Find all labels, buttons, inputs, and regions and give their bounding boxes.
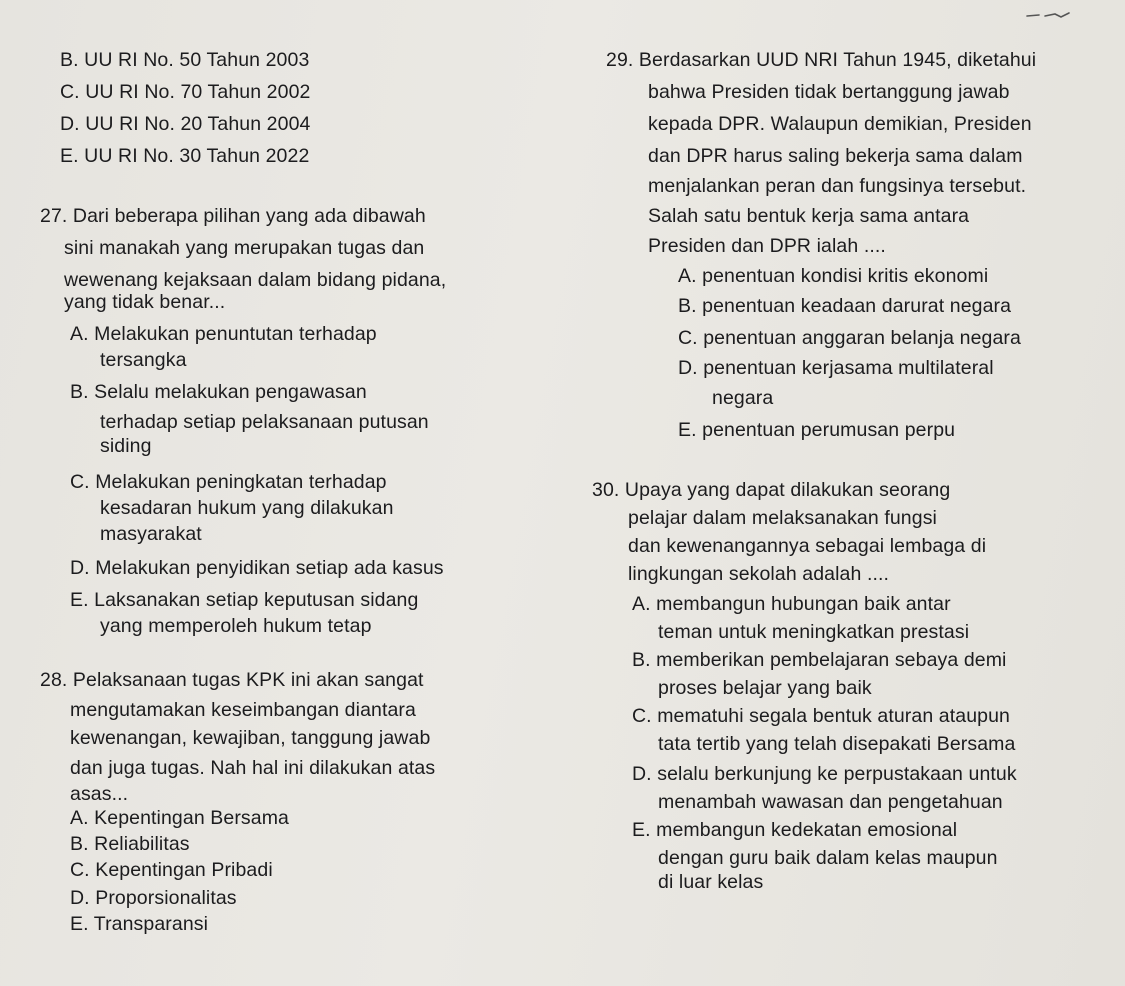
q30-option-e-cont: dengan guru baik dalam kelas maupun bbox=[658, 847, 998, 869]
q30-option-e-cont: di luar kelas bbox=[658, 871, 764, 893]
q28-stem-line: mengutamakan keseimbangan diantara bbox=[70, 699, 416, 721]
q29-option-a[interactable]: A. penentuan kondisi kritis ekonomi bbox=[678, 265, 989, 287]
q27-option-b-cont: siding bbox=[100, 435, 152, 457]
q29-option-d[interactable]: D. penentuan kerjasama multilateral bbox=[678, 357, 994, 379]
q27-option-e[interactable]: E. Laksanakan setiap keputusan sidang bbox=[70, 589, 419, 611]
q29-stem-line: dan DPR harus saling bekerja sama dalam bbox=[648, 145, 1023, 167]
q29-stem-line: Salah satu bentuk kerja sama antara bbox=[648, 205, 970, 227]
q30-option-c-cont: tata tertib yang telah disepakati Bersama bbox=[658, 733, 1016, 755]
q27-stem-line: wewenang kejaksaan dalam bidang pidana, bbox=[64, 269, 447, 291]
q30-option-a[interactable]: A. membangun hubungan baik antar bbox=[632, 593, 951, 615]
q30-option-e[interactable]: E. membangun kedekatan emosional bbox=[632, 819, 958, 841]
q29-stem-line: Presiden dan DPR ialah .... bbox=[648, 235, 886, 257]
q30-option-b-cont: proses belajar yang baik bbox=[658, 677, 872, 699]
q30-option-a-cont: teman untuk meningkatkan prestasi bbox=[658, 621, 970, 643]
q27-stem-line: yang tidak benar... bbox=[64, 291, 226, 313]
q29-option-b[interactable]: B. penentuan keadaan darurat negara bbox=[678, 295, 1012, 317]
q28-stem-line: dan juga tugas. Nah hal ini dilakukan atas bbox=[70, 757, 436, 779]
q28-stem-line: kewenangan, kewajiban, tanggung jawab bbox=[70, 727, 431, 749]
q27-option-c-cont: masyarakat bbox=[100, 523, 202, 545]
q27-option-c[interactable]: C. Melakukan peningkatan terhadap bbox=[70, 471, 387, 493]
q28-option-a[interactable]: A. Kepentingan Bersama bbox=[70, 807, 290, 829]
q26-option-b[interactable]: B. UU RI No. 50 Tahun 2003 bbox=[60, 49, 310, 71]
q30-option-c[interactable]: C. mematuhi segala bentuk aturan ataupun bbox=[632, 705, 1010, 727]
q30-option-b[interactable]: B. memberikan pembelajaran sebaya demi bbox=[632, 649, 1007, 671]
q28-option-e[interactable]: E. Transparansi bbox=[70, 913, 209, 935]
q29-stem-line: kepada DPR. Walaupun demikian, Presiden bbox=[648, 113, 1032, 135]
q29-stem-line: menjalankan peran dan fungsinya tersebut. bbox=[648, 175, 1027, 197]
q29-option-e[interactable]: E. penentuan perumusan perpu bbox=[678, 419, 956, 441]
q27-option-b-cont: terhadap setiap pelaksanaan putusan bbox=[100, 411, 429, 433]
q26-option-c[interactable]: C. UU RI No. 70 Tahun 2002 bbox=[60, 81, 311, 103]
q29-option-c[interactable]: C. penentuan anggaran belanja negara bbox=[678, 327, 1021, 349]
q30-option-d-cont: menambah wawasan dan pengetahuan bbox=[658, 791, 1003, 813]
q26-option-d[interactable]: D. UU RI No. 20 Tahun 2004 bbox=[60, 113, 311, 135]
q27-option-a-cont: tersangka bbox=[100, 349, 187, 371]
q27-option-d[interactable]: D. Melakukan penyidikan setiap ada kasus bbox=[70, 557, 444, 579]
q27-option-e-cont: yang memperoleh hukum tetap bbox=[100, 615, 372, 637]
q27-option-c-cont: kesadaran hukum yang dilakukan bbox=[100, 497, 394, 519]
q27-option-b[interactable]: B. Selalu melakukan pengawasan bbox=[70, 381, 367, 403]
q28-option-d[interactable]: D. Proporsionalitas bbox=[70, 887, 237, 909]
q30-stem-line: dan kewenangannya sebagai lembaga di bbox=[628, 535, 987, 557]
q30-stem-line: lingkungan sekolah adalah .... bbox=[628, 563, 890, 585]
pen-mark-decoration bbox=[1025, 8, 1073, 22]
q27-stem-line: 27. Dari beberapa pilihan yang ada dibawah bbox=[40, 205, 426, 227]
q30-stem-line: pelajar dalam melaksanakan fungsi bbox=[628, 507, 937, 529]
q26-option-e[interactable]: E. UU RI No. 30 Tahun 2022 bbox=[60, 145, 310, 167]
q28-stem-line: asas... bbox=[70, 783, 129, 805]
q28-option-b[interactable]: B. Reliabilitas bbox=[70, 833, 190, 855]
q29-option-d-cont: negara bbox=[712, 387, 774, 409]
q30-option-d[interactable]: D. selalu berkunjung ke perpustakaan untuk bbox=[632, 763, 1017, 785]
q29-stem-line: 29. Berdasarkan UUD NRI Tahun 1945, diketahui bbox=[606, 49, 1037, 71]
q27-stem-line: sini manakah yang merupakan tugas dan bbox=[64, 237, 425, 259]
q29-stem-line: bahwa Presiden tidak bertanggung jawab bbox=[648, 81, 1010, 103]
q27-option-a[interactable]: A. Melakukan penuntutan terhadap bbox=[70, 323, 377, 345]
q30-stem-line: 30. Upaya yang dapat dilakukan seorang bbox=[592, 479, 951, 501]
q28-option-c[interactable]: C. Kepentingan Pribadi bbox=[70, 859, 273, 881]
q28-stem-line: 28. Pelaksanaan tugas KPK ini akan sangat bbox=[40, 669, 424, 691]
